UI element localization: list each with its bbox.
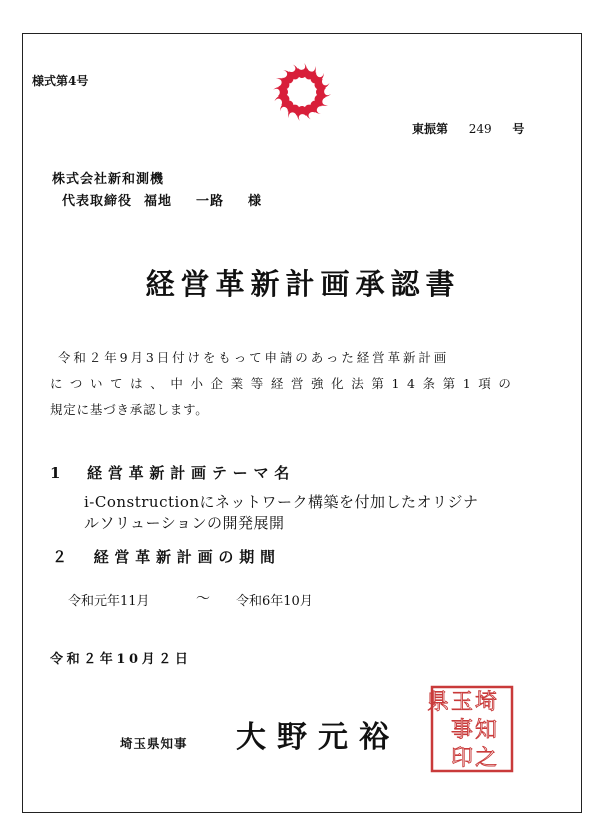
body-line-3: 規定に基づき承認します。	[50, 402, 209, 417]
reference-prefix: 東振第	[412, 122, 449, 136]
period-start: 令和元年11月	[68, 594, 150, 609]
reference-value: 249	[468, 122, 492, 136]
addressee-company: 株式会社新和測機	[52, 172, 165, 187]
reference-suffix: 号	[512, 122, 525, 136]
theme-line-1: i-Constructionにネットワーク構築を付加したオリジナ	[84, 493, 479, 511]
issue-date: 令和２年10月２日	[50, 652, 192, 667]
seal-glyph: 知	[474, 718, 498, 743]
saitama-emblem-icon	[268, 58, 336, 126]
issuer-title: 埼玉県知事	[120, 736, 188, 751]
reference-number	[412, 120, 524, 137]
body-line-2: については、中小企業等経営強化法第14条第1項の	[50, 376, 519, 391]
addressee-surname: 福地	[144, 194, 173, 209]
issuer-name: 大野元裕	[236, 720, 400, 755]
period-end: 令和6年10月	[236, 594, 313, 609]
addressee-title: 代表取締役	[62, 194, 133, 209]
body-line-1: 令和２年9月3日付けをもって申請のあった経営革新計画	[58, 350, 450, 365]
addressee-given-name: 一路	[196, 194, 225, 209]
official-seal-stamp	[418, 685, 516, 775]
period-heading: ２ 経営革新計画の期間	[52, 548, 281, 566]
seal-glyph: 埼	[474, 690, 498, 715]
seal-glyph: 之	[474, 746, 498, 771]
theme-line-2: ルソリューションの開発展開	[84, 514, 285, 532]
period-separator: ～	[196, 591, 210, 607]
addressee-representative	[62, 190, 262, 209]
form-number: 様式第4号	[32, 74, 89, 88]
document-title: 経営革新計画承認書	[145, 267, 461, 301]
seal-glyph: 印	[450, 746, 474, 771]
addressee-honorific: 様	[248, 194, 263, 209]
seal-glyph: 県	[426, 690, 450, 715]
seal-glyph: 玉	[450, 690, 474, 715]
seal-glyph: 事	[450, 718, 474, 743]
theme-heading: 1 経営革新計画テーマ名	[50, 464, 296, 482]
